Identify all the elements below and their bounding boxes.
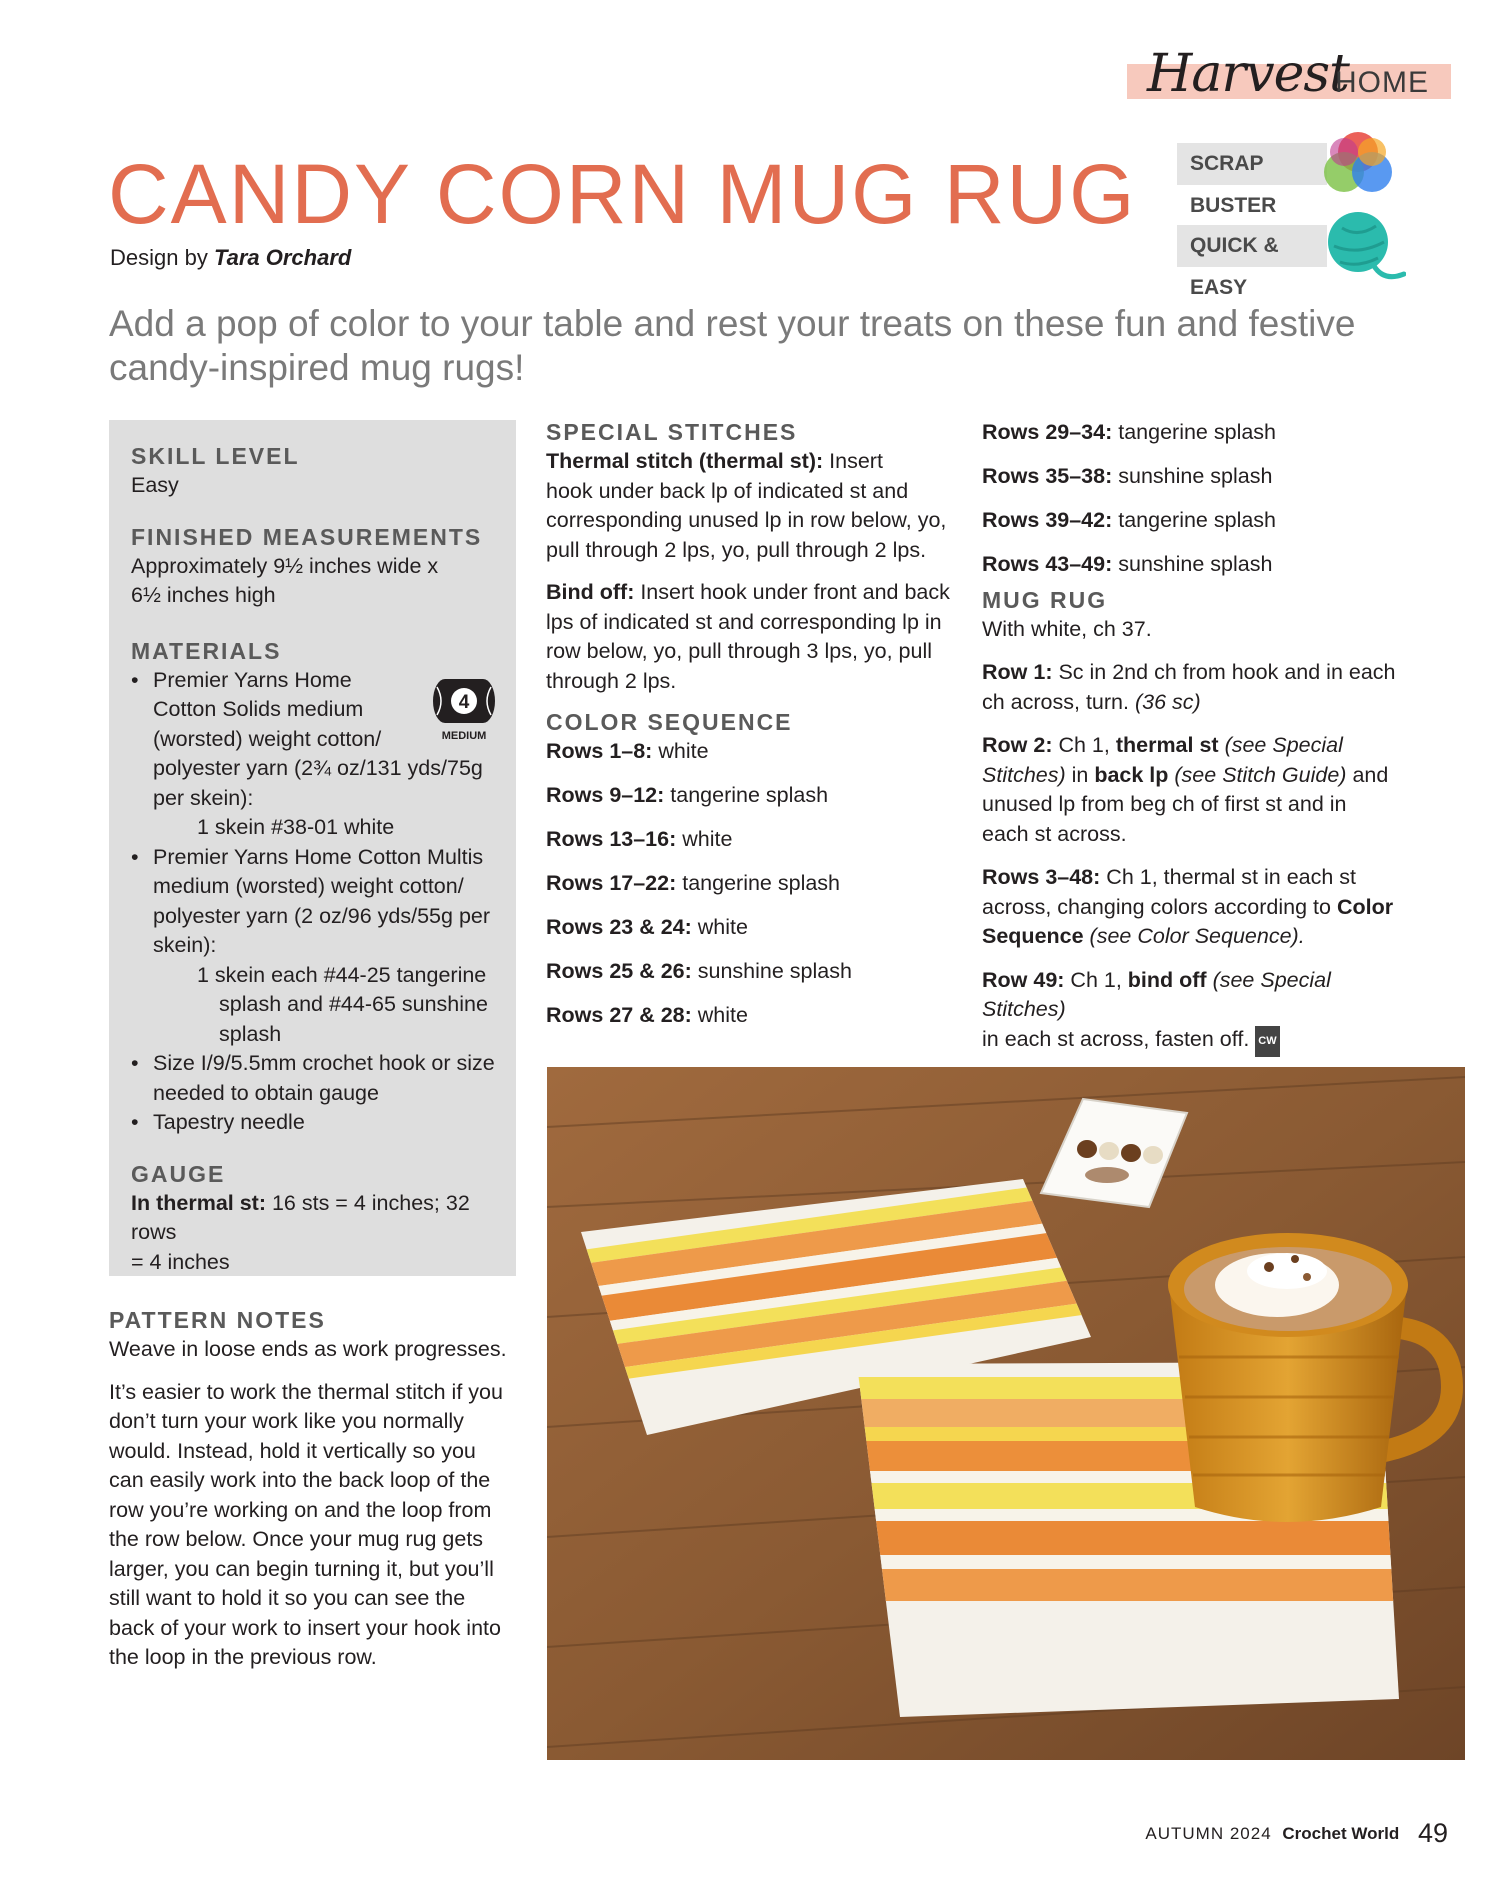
row-value: white xyxy=(691,915,748,939)
gauge-line xyxy=(131,1189,506,1248)
material-item: • Tapestry needle xyxy=(131,1108,506,1138)
row-value: sunshine splash xyxy=(1112,464,1273,488)
yarn-weight-icon xyxy=(427,675,501,747)
measure-line: Approximately 9½ inches wide x xyxy=(131,553,439,578)
material-subline: 1 skein each #44-25 tangerine xyxy=(197,962,487,987)
color-row xyxy=(546,957,966,987)
row-label: Row 49: xyxy=(982,967,1065,992)
row-value: tangerine splash xyxy=(664,783,829,807)
instr-text: in xyxy=(1065,762,1095,787)
measure-line: 6½ inches high xyxy=(131,583,276,607)
section-tag xyxy=(1127,44,1451,104)
instr-bold: bind off xyxy=(1127,967,1207,992)
row-label: Rows 13–16: xyxy=(546,827,677,851)
skill-heading: SKILL LEVEL xyxy=(131,443,300,469)
notes-line: can easily work into the back loop of the xyxy=(109,1468,491,1492)
notes-line: don’t turn your work like you normally xyxy=(109,1409,464,1433)
stitch-count: (36 sc) xyxy=(1134,689,1201,714)
row-label: Rows 17–22: xyxy=(546,871,677,895)
def-line: pull through 2 lps, yo, pull through 2 lps. xyxy=(546,537,927,562)
designer-name: Tara Orchard xyxy=(213,245,352,270)
notes-line: larger, you can begin turning it, but you’ll xyxy=(109,1556,494,1581)
def-line: hook under back lp of indicated st and xyxy=(546,478,909,503)
notes-line: still want to hold it so you can see the xyxy=(109,1586,466,1610)
yarn-ball-icon xyxy=(1322,208,1406,288)
instr-text: in each st across, fasten off. xyxy=(982,1026,1256,1051)
notes-line: row you’re working on and the loop from xyxy=(109,1497,492,1522)
column-mug-rug xyxy=(982,418,1402,1057)
row-label: Rows 29–34: xyxy=(982,420,1113,444)
row-label: Rows 3–48: xyxy=(982,865,1101,889)
material-subline: splash and #44-65 sunshine xyxy=(219,992,488,1016)
page-number: 49 xyxy=(1417,1818,1448,1848)
instr-ref: (see Stitch Guide) xyxy=(1168,762,1347,787)
sidebar-content xyxy=(131,442,506,1277)
def-line xyxy=(546,578,966,608)
material-line: needed to obtain gauge xyxy=(153,1080,379,1105)
notes-line: It’s easier to work the thermal stitch if you xyxy=(109,1379,503,1404)
instr-ref: Stitches) xyxy=(982,762,1066,787)
def-text: Insert xyxy=(823,449,883,473)
instr-line xyxy=(982,863,1402,893)
row-label: Rows 35–38: xyxy=(982,464,1113,488)
row-label: Rows 9–12: xyxy=(546,783,665,807)
section-script: Harvest xyxy=(1147,44,1349,104)
row-value: tangerine splash xyxy=(1112,508,1277,532)
notes-line: the row below. Once your mug rug gets xyxy=(109,1527,484,1551)
def-text: Insert hook under front and back xyxy=(634,580,950,604)
material-line: • Premier Yarns Home Cotton Multis xyxy=(153,844,484,869)
instr-line xyxy=(982,658,1402,688)
row-label: Row 1: xyxy=(982,660,1053,684)
instr-bold: back lp xyxy=(1094,762,1169,787)
material-line: Cotton Solids medium xyxy=(153,697,364,721)
instruction-row-2 xyxy=(982,731,1402,849)
instr-bold: Sequence xyxy=(982,924,1084,948)
material-line: polyester yarn (2 oz/96 yds/55g per xyxy=(153,903,491,928)
measure-heading: FINISHED MEASUREMENTS xyxy=(131,523,483,550)
page-footer xyxy=(1145,1818,1448,1849)
end-mark-icon: CW xyxy=(1255,1026,1279,1058)
magazine-name: Crochet World xyxy=(1282,1824,1400,1843)
instr-bold: thermal st xyxy=(1115,733,1219,757)
yarn-weight-label: MEDIUM xyxy=(441,730,487,742)
material-line: per skein): xyxy=(153,785,254,810)
material-line: skein): xyxy=(153,933,217,957)
row-value: tangerine splash xyxy=(676,871,841,895)
notes-heading: PATTERN NOTES xyxy=(109,1307,326,1333)
material-subline: splash xyxy=(219,1021,282,1046)
instr-line xyxy=(982,761,1402,791)
scrap-buster-badge: SCRAP BUSTER xyxy=(1177,143,1327,185)
color-row xyxy=(546,825,966,855)
material-line: polyester yarn (2¾ oz/131 yds/75g xyxy=(153,756,483,780)
issue-season: AUTUMN 2024 xyxy=(1145,1824,1272,1843)
color-row xyxy=(982,550,1402,580)
instr-ref: (see Special Stitches) xyxy=(982,967,1331,1021)
bind-off-def xyxy=(546,578,966,696)
sidebar-box xyxy=(109,420,516,1276)
gauge-value: 16 sts = 4 inches; 32 rows xyxy=(131,1190,470,1244)
def-line xyxy=(546,447,966,477)
instr-text: Ch 1, thermal st in each st xyxy=(1100,865,1357,889)
instr-text: Sc in 2nd ch from hook and in each xyxy=(1052,660,1396,684)
column-special-stitches xyxy=(546,418,966,1045)
thermal-stitch-def xyxy=(546,447,966,565)
instr-bold: Color xyxy=(1336,894,1394,919)
section-word: HOME xyxy=(1335,66,1429,99)
color-row xyxy=(982,462,1402,492)
instr-line xyxy=(982,688,1402,718)
def-line: corresponding unused lp in row below, yo, xyxy=(546,508,947,532)
notes-line: back of your work to insert your hook into xyxy=(109,1615,501,1640)
row-label: Rows 39–42: xyxy=(982,508,1113,532)
color-row xyxy=(546,737,966,767)
instr-line xyxy=(982,731,1402,761)
material-line: medium (worsted) weight cotton/ xyxy=(153,874,464,898)
thermal-label: Thermal stitch (thermal st): xyxy=(546,449,824,473)
row-label: Rows 23 & 24: xyxy=(546,915,692,939)
color-row xyxy=(546,869,966,899)
def-line: lps of indicated st and corresponding lp in xyxy=(546,609,942,634)
row-value: white xyxy=(691,1003,748,1027)
instr-line xyxy=(982,893,1402,923)
instr-text: Ch 1, xyxy=(1064,967,1128,992)
gauge-line: = 4 inches xyxy=(131,1249,230,1274)
color-circles-icon xyxy=(1322,130,1394,200)
instr-line: each st across. xyxy=(982,821,1127,846)
def-line: through 2 lps. xyxy=(546,668,677,693)
instr-text: Ch 1, xyxy=(1052,733,1116,757)
material-item xyxy=(131,1049,506,1108)
color-row xyxy=(982,418,1402,448)
materials-heading: MATERIALS xyxy=(131,637,282,664)
row-label: Rows 25 & 26: xyxy=(546,959,692,983)
instruction-row-49 xyxy=(982,966,1402,1058)
instr-line xyxy=(982,922,1402,952)
quick-easy-badge: QUICK & EASY xyxy=(1177,225,1327,267)
material-subline: 1 skein #38-01 white xyxy=(197,815,395,839)
instr-text: across, changing colors according to xyxy=(982,894,1337,919)
instr-text: ch across, turn. xyxy=(982,689,1135,714)
material-item xyxy=(131,843,506,961)
material-line: • Premier Yarns Home xyxy=(153,667,352,692)
bind-off-label: Bind off: xyxy=(546,580,635,604)
instr-line: unused lp from beg ch of first st and in xyxy=(982,792,1347,816)
pattern-notes xyxy=(109,1306,519,1673)
row-label: Rows 43–49: xyxy=(982,552,1113,576)
instr-line xyxy=(982,966,1402,1025)
color-row xyxy=(982,506,1402,536)
mug-rug-intro: With white, ch 37. xyxy=(982,616,1152,641)
color-row xyxy=(546,781,966,811)
color-sequence-heading: COLOR SEQUENCE xyxy=(546,709,793,735)
row-value: sunshine splash xyxy=(691,959,852,983)
instruction-rows-3-48 xyxy=(982,863,1402,952)
gauge-label: In thermal st: xyxy=(131,1190,266,1215)
row-label: Rows 1–8: xyxy=(546,739,653,763)
notes-paragraph: Weave in loose ends as work progresses. xyxy=(109,1337,507,1361)
instr-line xyxy=(982,1025,1402,1058)
material-line: • Size I/9/5.5mm crochet hook or size xyxy=(153,1051,495,1075)
instruction-row-1 xyxy=(982,658,1402,717)
material-line: (worsted) weight cotton/ xyxy=(153,726,382,751)
row-label: Rows 27 & 28: xyxy=(546,1003,692,1027)
def-line: row below, yo, pull through 3 lps, yo, pull xyxy=(546,639,933,663)
row-value: tangerine splash xyxy=(1112,420,1277,444)
byline-prefix: Design by xyxy=(110,245,208,270)
byline xyxy=(110,245,351,271)
instr-text: and xyxy=(1346,762,1389,787)
row-label: Row 2: xyxy=(982,733,1053,757)
color-row xyxy=(546,913,966,943)
project-photo xyxy=(547,1067,1465,1760)
row-value: white xyxy=(676,827,733,851)
notes-line: the loop in the previous row. xyxy=(109,1645,377,1669)
notes-paragraph xyxy=(109,1378,519,1673)
gauge-heading: GAUGE xyxy=(131,1160,226,1187)
instr-ref: (see Color Sequence). xyxy=(1083,924,1305,948)
page-title: CANDY CORN MUG RUG xyxy=(108,147,1137,241)
skill-value: Easy xyxy=(131,473,179,497)
notes-line: would. Instead, hold it vertically so you xyxy=(109,1438,476,1463)
row-value: sunshine splash xyxy=(1112,552,1273,576)
color-row xyxy=(546,1001,966,1031)
row-value: white xyxy=(652,739,709,763)
intro-text: Add a pop of color to your table and rest your treats on these fun and festive candy-inspired mug rugs! xyxy=(109,303,1356,388)
instr-ref: (see Special xyxy=(1218,733,1343,757)
special-heading: SPECIAL STITCHES xyxy=(546,419,798,445)
mug-rug-heading: MUG RUG xyxy=(982,586,1108,613)
yarn-weight-number: 4 xyxy=(458,692,470,713)
